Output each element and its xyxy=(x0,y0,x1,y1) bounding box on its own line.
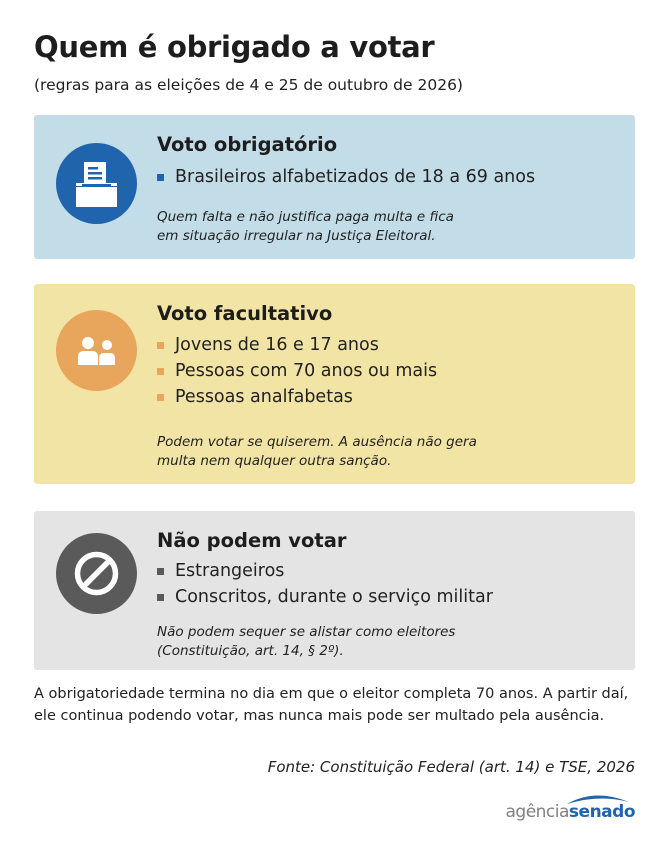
list-item xyxy=(157,358,437,384)
page-subtitle: (regras para as eleições de 4 e 25 de outubro de 2026) xyxy=(34,76,463,94)
list-item xyxy=(157,332,437,358)
section-note xyxy=(157,433,617,471)
page-title: Quem é obrigado a votar xyxy=(34,30,435,64)
criteria-list xyxy=(157,558,493,610)
note-line: em situação irregular na Justiça Eleitoral. xyxy=(157,228,436,244)
people-icon xyxy=(56,310,137,391)
list-item-label: Jovens de 16 e 17 anos xyxy=(175,335,379,355)
note-line: Podem votar se quiserem. A ausência não gera xyxy=(157,434,477,450)
list-item-label: Pessoas com 70 anos ou mais xyxy=(175,361,438,381)
list-item xyxy=(157,584,493,610)
section-mandatory-vote xyxy=(34,115,635,259)
footnote-line: A obrigatoriedade termina no dia em que o eleitor completa 70 anos. A partir daí, xyxy=(34,686,629,702)
section-title: Não podem votar xyxy=(157,529,347,552)
note-line: Não podem sequer se alistar como eleitores xyxy=(157,624,456,640)
note-line: (Constituição, art. 14, § 2º). xyxy=(157,643,344,659)
bullet-icon xyxy=(157,568,164,575)
list-item xyxy=(157,558,493,584)
bullet-icon xyxy=(157,342,164,349)
criteria-list xyxy=(157,164,535,190)
criteria-list xyxy=(157,332,437,410)
note-line: Quem falta e não justifica paga multa e fica xyxy=(157,209,454,225)
list-item-label: Conscritos, durante o serviço militar xyxy=(175,587,493,607)
logo-word-agencia: agência xyxy=(505,802,569,822)
footnote-line: ele continua podendo votar, mas nunca mais pode ser multado pela ausência. xyxy=(34,708,605,724)
section-note xyxy=(157,623,617,661)
bullet-icon xyxy=(157,394,164,401)
list-item xyxy=(157,164,535,190)
section-cannot-vote xyxy=(34,511,635,670)
prohibited-icon xyxy=(56,533,137,614)
bullet-icon xyxy=(157,174,164,181)
agencia-senado-logo xyxy=(495,790,635,826)
ballot-box-icon xyxy=(56,143,137,224)
list-item-label: Brasileiros alfabetizados de 18 a 69 anos xyxy=(175,167,536,187)
list-item xyxy=(157,384,437,410)
list-item-label: Estrangeiros xyxy=(175,561,285,581)
section-title: Voto facultativo xyxy=(157,302,333,325)
section-optional-vote xyxy=(34,284,635,484)
section-title: Voto obrigatório xyxy=(157,133,338,156)
footnote xyxy=(34,683,639,727)
logo-word-senado: senado xyxy=(568,802,635,822)
logo-wordmark xyxy=(495,802,635,822)
section-note xyxy=(157,208,617,246)
list-item-label: Pessoas analfabetas xyxy=(175,387,353,407)
source-credit: Fonte: Constituição Federal (art. 14) e TSE, 2026 xyxy=(267,758,635,776)
bullet-icon xyxy=(157,368,164,375)
bullet-icon xyxy=(157,594,164,601)
note-line: multa nem qualquer outra sanção. xyxy=(157,453,392,469)
